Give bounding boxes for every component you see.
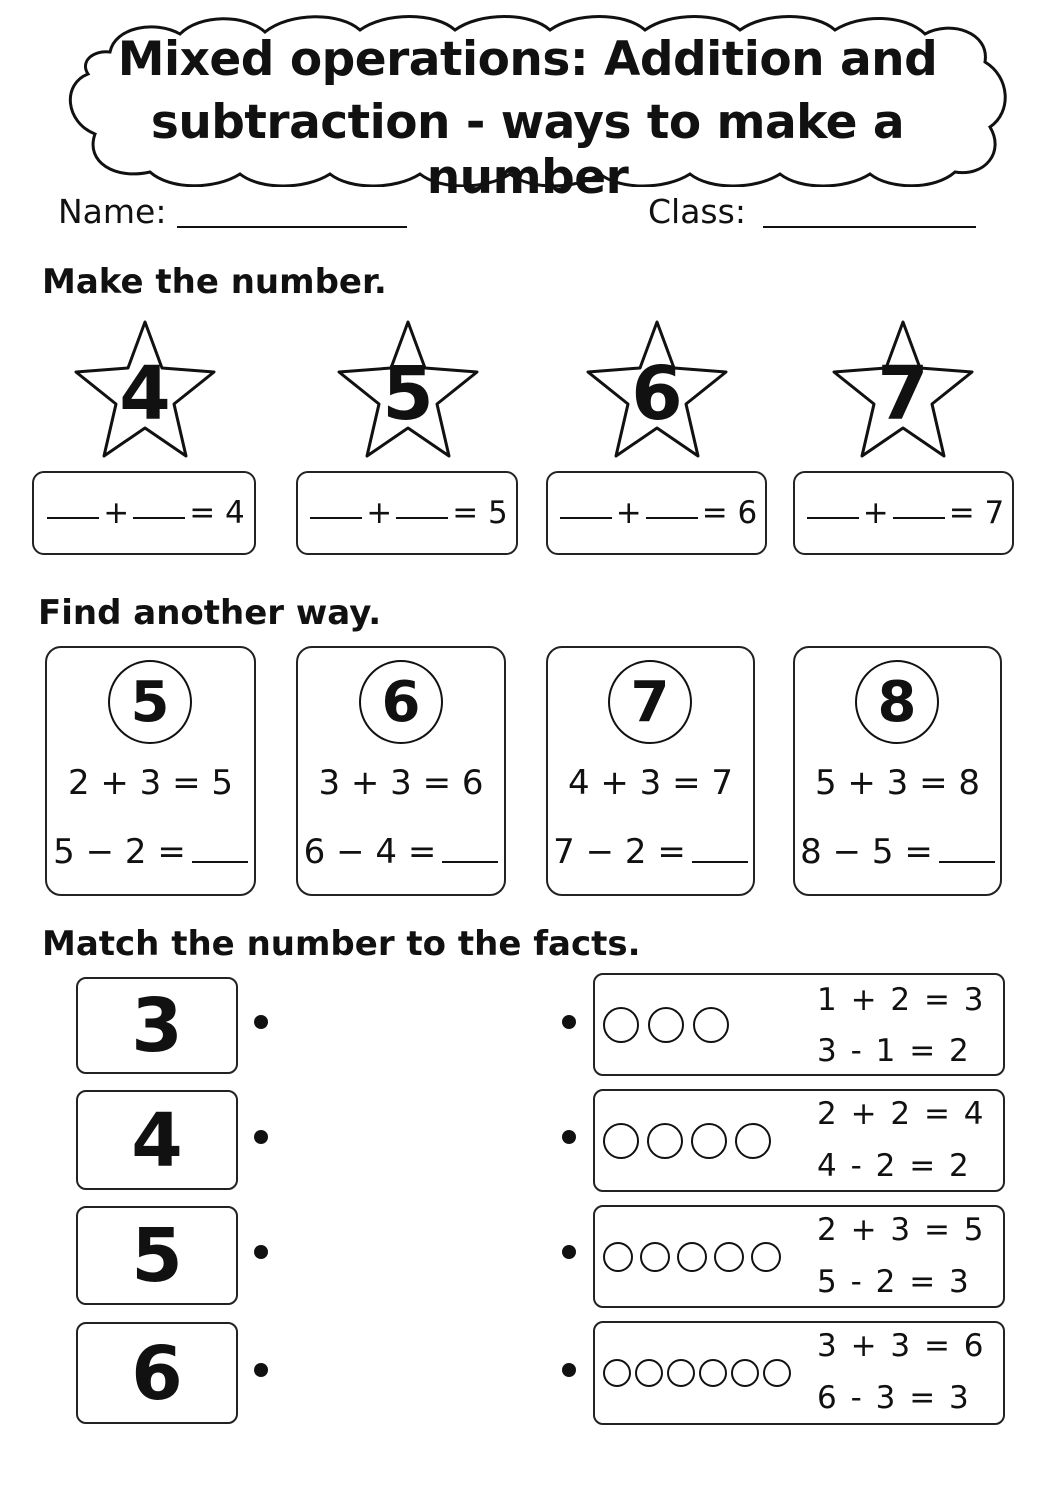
counter-circle (667, 1359, 695, 1387)
answer-blank[interactable] (133, 507, 185, 519)
addition-fact: 3 + 3 = 6 (318, 763, 484, 803)
plus-sign: + (103, 495, 130, 531)
fact-box-5 (593, 1205, 1005, 1308)
counter-circle (603, 1007, 639, 1043)
way-card-7 (546, 646, 755, 896)
answer-blank[interactable] (560, 507, 612, 519)
match-number-box-6: 6 (76, 1322, 238, 1424)
equals-result: = 4 (189, 495, 245, 531)
match-dot-right[interactable] (562, 1363, 576, 1377)
counter-circle (640, 1242, 670, 1272)
counter-circle (603, 1123, 639, 1159)
way-card-8 (793, 646, 1002, 896)
match-dot-right[interactable] (562, 1130, 576, 1144)
equals-result: = 7 (948, 495, 1005, 531)
star-number: 5 (382, 351, 434, 437)
counter-row (603, 1091, 771, 1190)
answer-blank[interactable] (646, 507, 698, 519)
counter-circle (635, 1359, 663, 1387)
match-dot-right[interactable] (562, 1245, 576, 1259)
equation-box-6 (546, 471, 767, 555)
match-dot-left[interactable] (254, 1363, 268, 1377)
fact-box-6 (593, 1321, 1005, 1425)
counter-circle (677, 1242, 707, 1272)
target-number-circle: 6 (359, 660, 443, 744)
counter-circle (763, 1359, 791, 1387)
answer-blank[interactable] (192, 851, 248, 863)
match-dot-right[interactable] (562, 1015, 576, 1029)
counter-circle (603, 1242, 633, 1272)
plus-sign: + (862, 495, 889, 531)
subtraction-text: 7 − 2 = (553, 832, 686, 872)
section-heading-match: Match the number to the facts. (42, 924, 641, 964)
answer-blank[interactable] (396, 507, 448, 519)
addition-fact: 5 + 3 = 8 (814, 763, 981, 803)
addition-fact: 3 + 3 = 6 (817, 1328, 986, 1364)
target-number-circle: 7 (608, 660, 692, 744)
subtraction-fact: 3 - 1 = 2 (817, 1033, 971, 1069)
star-5 (333, 316, 483, 466)
match-number-box-4: 4 (76, 1090, 238, 1190)
target-number-circle: 5 (108, 660, 192, 744)
counter-circle (751, 1242, 781, 1272)
answer-blank[interactable] (893, 507, 945, 519)
subtraction-text: 6 − 4 = (303, 832, 437, 872)
target-number-circle: 8 (855, 660, 939, 744)
equals-result: = 6 (701, 495, 758, 531)
title-line-1: Mixed operations: Addition and (117, 32, 938, 87)
subtraction-fact: 6 - 3 = 3 (817, 1380, 971, 1416)
subtraction-fact: 4 - 2 = 2 (817, 1148, 971, 1184)
match-dot-left[interactable] (254, 1015, 268, 1029)
answer-blank[interactable] (47, 507, 99, 519)
answer-blank[interactable] (442, 851, 498, 863)
equals-result: = 5 (452, 495, 508, 531)
addition-fact: 2 + 3 = 5 (67, 763, 234, 803)
counter-circle (693, 1007, 729, 1043)
subtraction-fact (298, 832, 504, 872)
addition-fact: 2 + 2 = 4 (817, 1096, 986, 1132)
star-6 (582, 316, 732, 466)
counter-circle (648, 1007, 684, 1043)
name-label: Name: (58, 192, 167, 231)
counter-circle (731, 1359, 759, 1387)
subtraction-fact (47, 832, 254, 872)
way-card-6 (296, 646, 506, 896)
class-label: Class: (648, 192, 746, 231)
answer-blank[interactable] (692, 851, 748, 863)
addition-fact: 2 + 3 = 5 (817, 1212, 986, 1248)
star-number: 7 (877, 351, 929, 437)
section-heading-make-number: Make the number. (42, 262, 387, 302)
star-4 (70, 316, 220, 466)
star-7 (828, 316, 978, 466)
counter-circle (699, 1359, 727, 1387)
fact-box-4 (593, 1089, 1005, 1192)
match-dot-left[interactable] (254, 1245, 268, 1259)
match-number-box-5: 5 (76, 1206, 238, 1305)
class-answer-line[interactable] (763, 226, 976, 228)
counter-circle (691, 1123, 727, 1159)
answer-blank[interactable] (310, 507, 362, 519)
addition-fact: 4 + 3 = 7 (567, 763, 734, 803)
subtraction-text: 8 − 5 = (800, 832, 933, 872)
match-dot-left[interactable] (254, 1130, 268, 1144)
counter-circle (603, 1359, 631, 1387)
fact-box-3 (593, 973, 1005, 1076)
counter-circle (735, 1123, 771, 1159)
name-answer-line[interactable] (177, 226, 407, 228)
counter-circle (647, 1123, 683, 1159)
counter-row (603, 1323, 791, 1423)
answer-blank[interactable] (939, 851, 995, 863)
way-card-5 (45, 646, 256, 896)
counter-row (603, 975, 729, 1074)
section-heading-find-another-way: Find another way. (38, 593, 382, 633)
subtraction-text: 5 − 2 = (53, 832, 186, 872)
addition-fact: 1 + 2 = 3 (817, 982, 986, 1018)
subtraction-fact (795, 832, 1000, 872)
subtraction-fact (548, 832, 753, 872)
answer-blank[interactable] (807, 507, 859, 519)
subtraction-fact: 5 - 2 = 3 (817, 1264, 971, 1300)
counter-circle (714, 1242, 744, 1272)
equation-box-4 (32, 471, 256, 555)
equation-box-5 (296, 471, 518, 555)
plus-sign: + (366, 495, 393, 531)
star-number: 6 (631, 351, 683, 437)
star-number: 4 (119, 351, 171, 437)
counter-row (603, 1207, 781, 1306)
equation-box-7 (793, 471, 1014, 555)
plus-sign: + (615, 495, 642, 531)
title-line-2: subtraction - ways to make a number (150, 95, 905, 205)
match-number-box-3: 3 (76, 977, 238, 1074)
